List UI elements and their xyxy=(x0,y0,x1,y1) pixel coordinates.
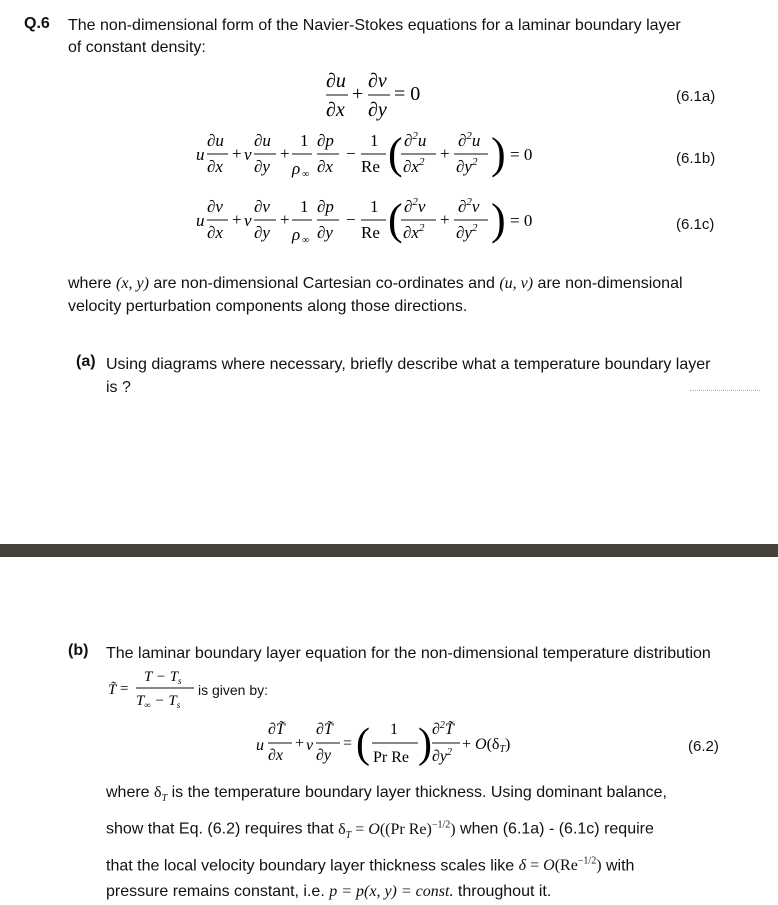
svg-text:∂x: ∂x xyxy=(326,99,345,121)
svg-text:+: + xyxy=(280,210,290,229)
svg-text:= 0: = 0 xyxy=(510,211,533,230)
svg-text:=: = xyxy=(343,735,353,752)
given-by-text: is given by: xyxy=(198,682,269,698)
scaling-delta-t: $\delta_T = O((Pr$ Re)$^{-1/2}$) xyxy=(338,819,456,841)
where-word-b: where xyxy=(106,784,150,801)
svg-text:∂x: ∂x xyxy=(268,747,284,764)
svg-text:(: ( xyxy=(388,129,403,178)
where-line-1 xyxy=(68,272,768,295)
equation-label-6-1c: (6.1c) xyxy=(676,216,715,233)
equation-label-6-2: (6.2) xyxy=(688,738,719,755)
svg-text:ρ: ρ xyxy=(292,225,301,244)
equation-y-momentum xyxy=(196,190,556,250)
intro-line-1: The non-dimensional form of the Navier-Stokes equations for a laminar boundary layer xyxy=(68,17,681,34)
svg-text:∂y: ∂y xyxy=(254,223,270,242)
part-b-pressure-line xyxy=(106,879,771,905)
svg-text:= 0: = 0 xyxy=(394,83,421,105)
pressure-text-b: throughout it. xyxy=(457,883,552,901)
svg-text:∂p: ∂p xyxy=(317,131,334,150)
part-a-label: (a) xyxy=(76,353,96,370)
svg-text:+: + xyxy=(280,144,290,163)
equation-temperature-boundary-layer xyxy=(252,712,542,774)
svg-text:∂y2: $\partial y^2$ xyxy=(432,747,453,765)
svg-text:∂x: ∂x xyxy=(207,223,223,242)
svg-text:∂T̃: ∂T̃ xyxy=(316,721,333,738)
svg-text:T̃: T̃ xyxy=(108,682,117,698)
svg-text:∂p: ∂p xyxy=(317,197,334,216)
svg-text:+: + xyxy=(352,83,364,105)
svg-text:−: − xyxy=(346,144,356,163)
where-word: where xyxy=(68,275,112,292)
svg-text:∂y: ∂y xyxy=(317,223,333,242)
svg-text:T − Ts: $T - T_s$ xyxy=(144,669,182,686)
svg-text:∂u: ∂u xyxy=(207,131,224,150)
svg-text:∂2T̃: ∂$^2$T̃ xyxy=(432,720,454,738)
local-text-a: that the local velocity boundary layer thickness scales like xyxy=(106,857,515,875)
svg-text:): ) xyxy=(491,129,506,178)
svg-text:∂x: ∂x xyxy=(317,157,333,176)
where-text-b-rest: is the temperature boundary layer thickness. Using dominant balance, xyxy=(171,784,667,801)
svg-text:∂y: ∂y xyxy=(368,99,387,121)
faint-dots xyxy=(690,390,760,393)
svg-text:u: u xyxy=(256,737,264,754)
svg-text:∂y: ∂y xyxy=(316,747,332,764)
part-a-line-1: Using diagrams where necessary, briefly describe what a temperature boundary layer xyxy=(106,356,711,373)
temperature-definition xyxy=(106,664,206,714)
svg-text:∂2u: ∂$^2$u xyxy=(404,130,427,150)
part-b-label: (b) xyxy=(68,642,89,659)
show-text-a: show that Eq. (6.2) requires that xyxy=(106,820,334,838)
svg-text:1: 1 xyxy=(370,197,379,216)
svg-text:−: − xyxy=(346,210,356,229)
svg-text:1: 1 xyxy=(300,131,309,150)
svg-text:Re: Re xyxy=(361,223,380,242)
svg-text:ρ: ρ xyxy=(292,159,301,178)
coords-xy: (x, y) xyxy=(116,275,149,292)
part-b-line-1: The laminar boundary layer equation for the non-dimensional temperature distribution xyxy=(106,645,711,662)
intro-line-2: of constant density: xyxy=(68,39,206,56)
equation-label-6-1a: (6.1a) xyxy=(676,88,716,105)
svg-text:∞: ∞ xyxy=(302,169,310,180)
svg-text:∂y2: $\partial y^2$ xyxy=(456,222,478,242)
svg-text:+: + xyxy=(295,735,305,752)
question-number: Q.6 xyxy=(24,15,50,32)
part-b-local-line xyxy=(106,849,771,879)
section-divider xyxy=(0,544,778,557)
svg-text:= 0: = 0 xyxy=(510,145,533,164)
svg-text:u: u xyxy=(196,211,205,230)
equation-continuity xyxy=(320,68,440,122)
svg-text:∂2u: ∂$^2$u xyxy=(458,130,481,150)
svg-text:=: = xyxy=(120,681,129,697)
svg-text:∂x2: $\partial x^2$ xyxy=(403,156,425,176)
where-line-2: velocity perturbation components along those directions. xyxy=(68,298,468,315)
svg-text:+: + xyxy=(440,210,450,229)
svg-text:v: v xyxy=(244,211,252,230)
svg-text:Pr Re: Pr Re xyxy=(373,749,409,766)
part-b-explanation xyxy=(106,780,771,905)
svg-text:∂u: ∂u xyxy=(254,131,271,150)
scaling-delta: $\delta = O(Re^{-1/2})$ xyxy=(518,855,602,875)
part-a-line-2: is ? xyxy=(106,379,131,396)
svg-text:1: 1 xyxy=(370,131,379,150)
svg-text:): ) xyxy=(418,721,432,767)
part-b-where-line: where $\delta_T$ is the temperature boundary layer thickness. Using dominant balance, xyxy=(106,784,667,805)
svg-text:∂v: ∂v xyxy=(207,197,223,216)
svg-text:∂u: ∂u xyxy=(326,70,346,92)
svg-text:∂y2: $\partial y^2$ xyxy=(456,156,478,176)
part-b-show-line xyxy=(106,812,771,849)
svg-text:∞: ∞ xyxy=(302,235,310,246)
part-a-text xyxy=(106,353,771,399)
svg-text:v: v xyxy=(306,737,314,754)
svg-text:T∞ − Ts: $T_\infty - T_s$ xyxy=(136,693,181,710)
svg-text:∂2v: ∂$^2$v xyxy=(404,196,426,216)
svg-text:u: u xyxy=(196,145,205,164)
svg-text:1: 1 xyxy=(300,197,309,216)
svg-text:∂v: ∂v xyxy=(368,70,387,92)
equation-label-6-1b: (6.1b) xyxy=(676,150,716,167)
where-paragraph xyxy=(68,272,768,318)
where-text-c: are non-dimensional xyxy=(537,275,683,292)
local-text-b: with xyxy=(606,857,635,875)
svg-text:v: v xyxy=(244,145,252,164)
svg-text:+: + xyxy=(232,144,242,163)
svg-text:Re: Re xyxy=(361,157,380,176)
svg-text:∂2v: ∂$^2$v xyxy=(458,196,480,216)
svg-text:): ) xyxy=(491,195,506,244)
svg-text:∂y: ∂y xyxy=(254,157,270,176)
svg-text:∂x: ∂x xyxy=(207,157,223,176)
svg-text:∂T̃: ∂T̃ xyxy=(268,721,285,738)
pressure-expression: p = p(x, y) = const. xyxy=(329,883,454,901)
svg-text:+ O(δT): + O(δT) xyxy=(462,736,511,755)
show-text-b: when (6.1a) - (6.1c) require xyxy=(460,820,654,838)
svg-text:+: + xyxy=(232,210,242,229)
svg-text:∂v: ∂v xyxy=(254,197,270,216)
svg-text:∂x2: $\partial x^2$ xyxy=(403,222,425,242)
coords-uv: (u, v) xyxy=(499,275,534,292)
svg-text:(: ( xyxy=(388,195,403,244)
where-text-b: are non-dimensional Cartesian co-ordinates and xyxy=(153,275,495,292)
svg-text:(: ( xyxy=(356,721,370,767)
svg-text:+: + xyxy=(440,144,450,163)
pressure-text-a: pressure remains constant, i.e. xyxy=(106,883,325,901)
equation-x-momentum xyxy=(196,124,556,184)
question-intro xyxy=(68,15,758,59)
svg-text:1: 1 xyxy=(390,721,398,738)
